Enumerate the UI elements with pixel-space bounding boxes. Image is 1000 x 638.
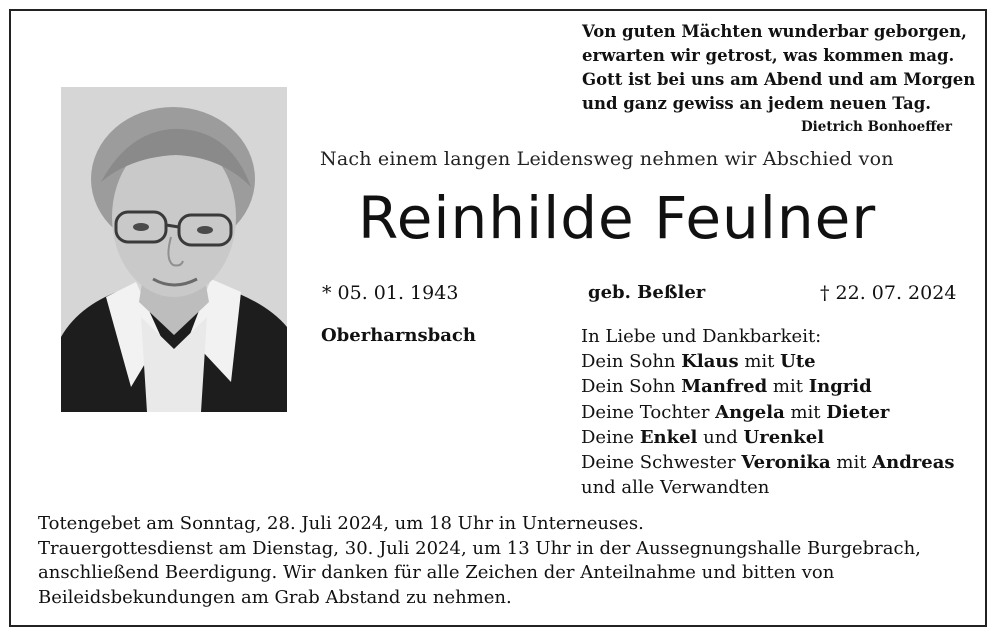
relation: Dein Sohn [581,376,682,398]
mourner-name: Urenkel [743,426,825,448]
bonhoeffer-quote [582,20,975,116]
home-place: Oberharnsbach [321,325,476,346]
quote-line: Gott ist bei uns am Abend und am Morgen [582,70,976,89]
relation: Dein Sohn [581,351,682,373]
joiner: mit [767,376,809,398]
mourner-name: Manfred [681,376,768,398]
quote-line: erwarten wir getrost, was kommen mag. [582,46,955,65]
maiden-name: geb. Beßler [588,282,706,303]
birth-date: * 05. 01. 1943 [322,282,459,304]
portrait-illustration [61,87,287,412]
joiner: und [697,426,744,448]
mourner-row [581,400,955,425]
mourner-name: Andreas [872,452,955,474]
joiner: mit [830,452,873,474]
quote-line: und ganz gewiss an jedem neuen Tag. [582,94,931,113]
mourner-name: Ute [780,351,816,373]
mourner-name: Ingrid [808,376,872,398]
mourner-row [581,425,955,450]
mourners-heading: In Liebe und Dankbarkeit: [581,326,822,347]
intro-line: Nach einem langen Leidensweg nehmen wir Abschied von [320,148,894,170]
quote-line: Von guten Mächten wunderbar geborgen, [582,22,967,41]
footer-line: anschließend Beerdigung. Wir danken für alle Zeichen der Anteilnahme und bitten von [38,562,835,583]
mourner-name: Angela [715,401,785,423]
relation: Deine [581,426,640,448]
quote-author: Dietrich Bonhoeffer [800,119,952,135]
mourner-name: Dieter [826,401,890,423]
relation: Deine Schwester [581,452,742,474]
footer-line: Beileidsbekundungen am Grab Abstand zu nehmen. [38,586,512,608]
portrait-photo [61,87,287,412]
service-details [38,512,921,610]
mourners-closing: und alle Verwandten [581,477,770,499]
mourner-row [581,374,955,399]
mourner-name: Enkel [639,426,698,448]
footer-line: Trauergottesdienst am Dienstag, 30. Juli 2024, um 13 Uhr in der Aussegnungshalle Burgebrach, [38,537,921,559]
footer-line: Totengebet am Sonntag, 28. Juli 2024, um 18 Uhr in Unterneuses. [38,513,644,534]
mourner-row [581,450,955,475]
mourner-name: Veronika [741,452,831,474]
death-date: † 22. 07. 2024 [820,282,957,304]
mourner-row [581,349,955,374]
relation: Deine Tochter [581,401,716,423]
joiner: mit [738,351,781,373]
mourners-list [581,324,955,500]
deceased-name: Reinhilde Feulner [358,184,877,252]
mourner-name: Klaus [681,351,739,373]
joiner: mit [784,401,827,423]
